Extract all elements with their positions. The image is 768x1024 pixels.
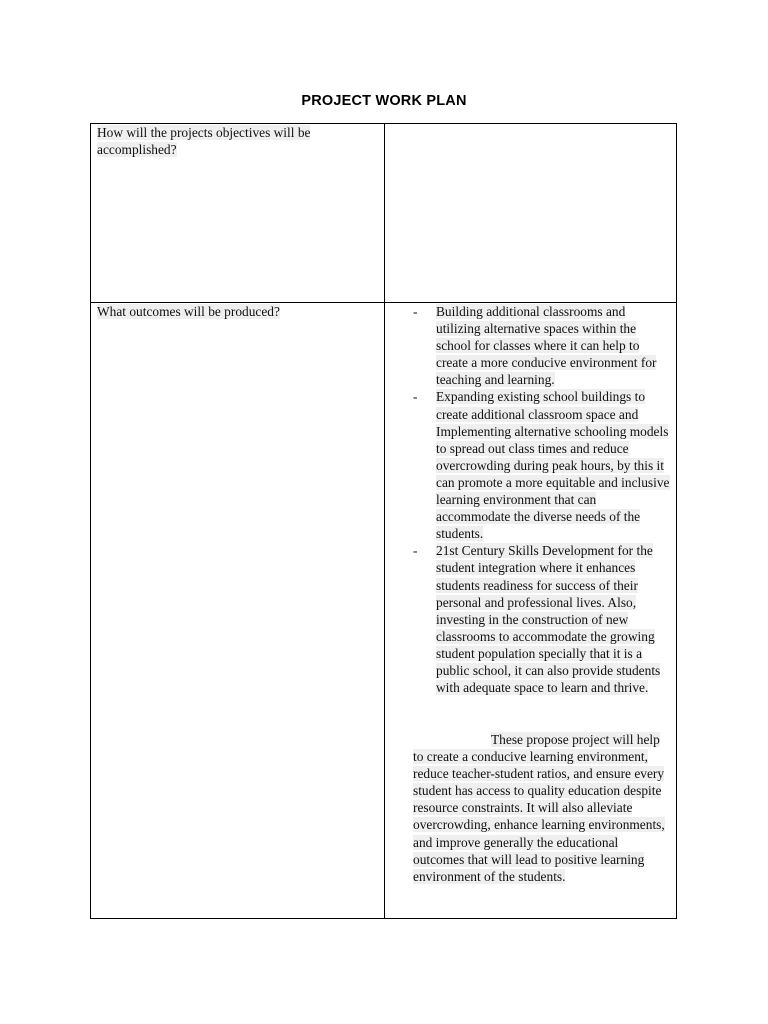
bullet-dash: -	[413, 543, 418, 559]
bullet-dash: -	[413, 304, 418, 319]
outcome-bullet-text: 21st Century Skills Development for the student integration where it enhances students readiness for success of their personal and professional lives. Also, investing in the construction of new classrooms to accommodate the growing student population specially that it is a public school, it can also provide students with adequate space to learn and thrive.	[436, 543, 661, 696]
outcome-bullet-item	[413, 542, 671, 696]
outcomes-question	[97, 303, 337, 320]
summary-text: These propose project will help to create a conducive learning environment, reduce teacher-student ratios, and ensure every student has access to quality education despite resource constraints. It will also alleviate overcrowding, enhance learning environments, and improve generally the educational outcomes that will lead to positive learning environment of the students.	[413, 732, 665, 884]
outcomes-question-text: What outcomes will be produced?	[97, 304, 280, 319]
objectives-question	[97, 124, 337, 158]
outcome-bullet-item	[413, 303, 671, 388]
outcome-bullet-text: Building additional classrooms and utilizing alternative spaces within the school for classes where it can help to create a more conducive environment for teaching and learning.	[436, 304, 657, 388]
page-title: PROJECT WORK PLAN	[301, 93, 467, 109]
work-plan-table	[90, 123, 677, 919]
bullet-dash: -	[413, 389, 418, 405]
column-divider	[384, 124, 385, 918]
objectives-question-text: How will the projects objectives will be accomplished?	[97, 125, 311, 158]
outcome-bullet-text: Expanding existing school buildings to create additional classroom space and Implementing alternative schooling models to spread out class times and reduce overcrowding during peak hours, by this it can promote a more equitable and inclusive learning environment that can accommodate the diverse needs of the students.	[436, 389, 670, 542]
outcome-bullet-item	[413, 388, 671, 542]
outcomes-answer-list	[413, 303, 671, 696]
outcomes-summary-paragraph	[413, 731, 669, 885]
